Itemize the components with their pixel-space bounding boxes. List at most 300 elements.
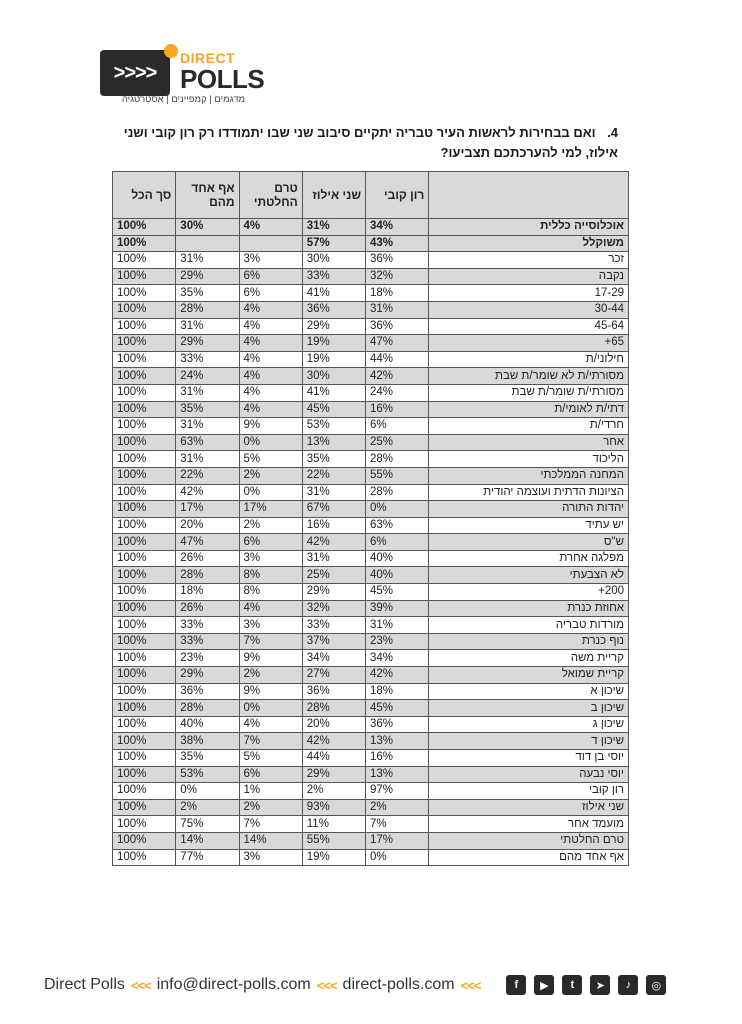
value-cell: 22%: [176, 467, 239, 484]
value-cell: 100%: [113, 633, 176, 650]
twitter-icon[interactable]: t: [562, 975, 582, 995]
row-label: אף אחד מהם: [429, 849, 629, 866]
value-cell: 32%: [366, 268, 429, 285]
value-cell: 100%: [113, 401, 176, 418]
table-row: [113, 451, 629, 468]
value-cell: 24%: [176, 368, 239, 385]
arrows-logo-mark: >>>>: [100, 50, 170, 96]
summary-row: [113, 219, 629, 236]
row-label: זכר: [429, 252, 629, 269]
header-label-cell: [429, 172, 629, 219]
value-cell: 41%: [302, 384, 365, 401]
value-cell: 100%: [113, 700, 176, 717]
value-cell: 38%: [176, 733, 239, 750]
value-cell: 3%: [239, 617, 302, 634]
value-cell: 31%: [176, 418, 239, 435]
table-row: [113, 534, 629, 551]
value-cell: 30%: [302, 252, 365, 269]
value-cell: 39%: [366, 600, 429, 617]
row-label: משוקלל: [429, 235, 629, 252]
row-label: שיכון ד: [429, 733, 629, 750]
telegram-icon[interactable]: ➤: [590, 975, 610, 995]
value-cell: 36%: [366, 716, 429, 733]
value-cell: 25%: [366, 434, 429, 451]
value-cell: 33%: [302, 268, 365, 285]
table-row: [113, 384, 629, 401]
value-cell: 7%: [239, 733, 302, 750]
value-cell: 29%: [176, 335, 239, 352]
row-label: מפלגה אחרת: [429, 550, 629, 567]
value-cell: 55%: [302, 832, 365, 849]
row-label: מועמד אחר: [429, 816, 629, 833]
value-cell: 2%: [239, 667, 302, 684]
value-cell: 14%: [239, 832, 302, 849]
table-row: [113, 335, 629, 352]
value-cell: 100%: [113, 484, 176, 501]
logo-tagline: מדגמים | קמפיינים | אסטרטגיה: [121, 94, 245, 105]
row-label: חילוני/ת: [429, 351, 629, 368]
value-cell: 35%: [302, 451, 365, 468]
value-cell: 45%: [302, 401, 365, 418]
value-cell: 35%: [176, 750, 239, 767]
value-cell: 28%: [302, 700, 365, 717]
value-cell: 3%: [239, 550, 302, 567]
value-cell: 4%: [239, 351, 302, 368]
value-cell: 97%: [366, 783, 429, 800]
value-cell: 2%: [239, 799, 302, 816]
row-label: שיכון א: [429, 683, 629, 700]
value-cell: 23%: [366, 633, 429, 650]
row-label: 30-44: [429, 301, 629, 318]
value-cell: 29%: [176, 268, 239, 285]
row-label: שיכון ב: [429, 700, 629, 717]
column-header: אף אחד מהם: [176, 172, 239, 219]
value-cell: 9%: [239, 418, 302, 435]
row-label: טרם החלטתי: [429, 832, 629, 849]
value-cell: 100%: [113, 716, 176, 733]
value-cell: 3%: [239, 849, 302, 866]
row-label: מסורתי/ת לא שומר/ת שבת: [429, 368, 629, 385]
value-cell: 34%: [302, 650, 365, 667]
row-label: 45-64: [429, 318, 629, 335]
value-cell: 31%: [176, 252, 239, 269]
table-header-row: [113, 172, 629, 219]
table-row: [113, 517, 629, 534]
value-cell: 31%: [176, 384, 239, 401]
value-cell: 17%: [176, 501, 239, 518]
value-cell: 100%: [113, 467, 176, 484]
row-label: מורדות טבריה: [429, 617, 629, 634]
value-cell: 33%: [176, 633, 239, 650]
table-row: [113, 501, 629, 518]
value-cell: 100%: [113, 750, 176, 767]
value-cell: 26%: [176, 550, 239, 567]
value-cell: 23%: [176, 650, 239, 667]
value-cell: 35%: [176, 285, 239, 302]
value-cell: 25%: [302, 567, 365, 584]
value-cell: 0%: [239, 434, 302, 451]
value-cell: [239, 235, 302, 252]
value-cell: 30%: [176, 219, 239, 236]
facebook-icon[interactable]: f: [506, 975, 526, 995]
question-heading: [110, 123, 618, 163]
value-cell: 3%: [239, 252, 302, 269]
value-cell: 9%: [239, 683, 302, 700]
value-cell: 5%: [239, 451, 302, 468]
value-cell: 13%: [302, 434, 365, 451]
value-cell: 18%: [176, 584, 239, 601]
value-cell: 100%: [113, 832, 176, 849]
summary-row: [113, 235, 629, 252]
row-label: מסורתי/ת שומר/ת שבת: [429, 384, 629, 401]
value-cell: 19%: [302, 849, 365, 866]
value-cell: 40%: [176, 716, 239, 733]
value-cell: 35%: [176, 401, 239, 418]
column-header: סך הכל: [113, 172, 176, 219]
value-cell: 100%: [113, 733, 176, 750]
value-cell: 33%: [302, 617, 365, 634]
value-cell: 75%: [176, 816, 239, 833]
footer-website-link[interactable]: direct-polls.com: [342, 976, 455, 993]
table-row: [113, 434, 629, 451]
value-cell: 7%: [239, 633, 302, 650]
value-cell: 37%: [302, 633, 365, 650]
value-cell: 32%: [302, 600, 365, 617]
table-row: [113, 550, 629, 567]
table-row: [113, 750, 629, 767]
value-cell: 100%: [113, 650, 176, 667]
table-row: [113, 600, 629, 617]
value-cell: 2%: [366, 799, 429, 816]
table-row: [113, 766, 629, 783]
instagram-icon[interactable]: ◎: [646, 975, 666, 995]
logo-dot-icon: [164, 44, 178, 58]
value-cell: 57%: [302, 235, 365, 252]
value-cell: 31%: [302, 550, 365, 567]
value-cell: 42%: [302, 733, 365, 750]
value-cell: 28%: [366, 451, 429, 468]
table-row: [113, 268, 629, 285]
table-row: [113, 252, 629, 269]
value-cell: 100%: [113, 219, 176, 236]
value-cell: 55%: [366, 467, 429, 484]
value-cell: 4%: [239, 716, 302, 733]
table-row: [113, 783, 629, 800]
value-cell: 100%: [113, 451, 176, 468]
table-row: [113, 683, 629, 700]
row-label: שיכון ג: [429, 716, 629, 733]
table-row: [113, 700, 629, 717]
value-cell: 34%: [366, 650, 429, 667]
value-cell: 31%: [176, 451, 239, 468]
value-cell: 42%: [176, 484, 239, 501]
value-cell: 29%: [302, 584, 365, 601]
footer-email-link[interactable]: info@direct-polls.com: [156, 976, 311, 993]
value-cell: 47%: [366, 335, 429, 352]
table-row: [113, 650, 629, 667]
table-row: [113, 633, 629, 650]
table-row: [113, 318, 629, 335]
row-label: קריית משה: [429, 650, 629, 667]
row-label: יהדות התורה: [429, 501, 629, 518]
value-cell: 45%: [366, 700, 429, 717]
value-cell: 0%: [366, 501, 429, 518]
value-cell: 31%: [302, 484, 365, 501]
value-cell: 100%: [113, 268, 176, 285]
table-row: [113, 617, 629, 634]
value-cell: 34%: [366, 219, 429, 236]
value-cell: 100%: [113, 766, 176, 783]
table-row: [113, 368, 629, 385]
value-cell: 13%: [366, 733, 429, 750]
value-cell: 2%: [302, 783, 365, 800]
value-cell: 31%: [366, 617, 429, 634]
value-cell: 42%: [302, 534, 365, 551]
logo-word-polls: POLLS: [180, 64, 265, 94]
value-cell: 17%: [366, 832, 429, 849]
value-cell: 18%: [366, 285, 429, 302]
value-cell: 67%: [302, 501, 365, 518]
value-cell: 6%: [366, 418, 429, 435]
value-cell: 100%: [113, 550, 176, 567]
row-label: קריית שמואל: [429, 667, 629, 684]
table-row: [113, 667, 629, 684]
row-label: 65+: [429, 335, 629, 352]
value-cell: 100%: [113, 799, 176, 816]
row-label: הליכוד: [429, 451, 629, 468]
table-row: [113, 418, 629, 435]
footer-separator: <<<: [460, 977, 481, 993]
value-cell: 28%: [176, 301, 239, 318]
value-cell: 36%: [176, 683, 239, 700]
row-label: יוסי נבעה: [429, 766, 629, 783]
row-label: אחר: [429, 434, 629, 451]
value-cell: 100%: [113, 567, 176, 584]
value-cell: 24%: [366, 384, 429, 401]
value-cell: 11%: [302, 816, 365, 833]
value-cell: 4%: [239, 335, 302, 352]
value-cell: 100%: [113, 384, 176, 401]
value-cell: 20%: [302, 716, 365, 733]
value-cell: 47%: [176, 534, 239, 551]
question-number: 4.: [607, 125, 618, 140]
value-cell: 36%: [302, 683, 365, 700]
value-cell: 29%: [302, 766, 365, 783]
logo-word-direct: DIRECT: [180, 50, 236, 66]
value-cell: 100%: [113, 517, 176, 534]
table-row: [113, 351, 629, 368]
table-row: [113, 816, 629, 833]
social-icons: [498, 975, 666, 995]
value-cell: 36%: [366, 318, 429, 335]
value-cell: 6%: [239, 766, 302, 783]
value-cell: 20%: [176, 517, 239, 534]
value-cell: 29%: [176, 667, 239, 684]
value-cell: 28%: [176, 567, 239, 584]
table-row: [113, 716, 629, 733]
value-cell: 30%: [302, 368, 365, 385]
direct-polls-logo: [100, 44, 265, 108]
row-label: אחוזת כנרת: [429, 600, 629, 617]
value-cell: 4%: [239, 401, 302, 418]
value-cell: 6%: [366, 534, 429, 551]
footer: [44, 975, 704, 995]
value-cell: 93%: [302, 799, 365, 816]
value-cell: 5%: [239, 750, 302, 767]
row-label: דתי/ת לאומי/ת: [429, 401, 629, 418]
value-cell: 100%: [113, 335, 176, 352]
table-row: [113, 401, 629, 418]
table-row: [113, 301, 629, 318]
footer-brand: Direct Polls: [44, 976, 125, 993]
row-label: נקבה: [429, 268, 629, 285]
value-cell: 6%: [239, 285, 302, 302]
table-row: [113, 733, 629, 750]
value-cell: 1%: [239, 783, 302, 800]
value-cell: 2%: [239, 517, 302, 534]
value-cell: 8%: [239, 567, 302, 584]
value-cell: 36%: [302, 301, 365, 318]
value-cell: 53%: [176, 766, 239, 783]
value-cell: 100%: [113, 683, 176, 700]
value-cell: 100%: [113, 252, 176, 269]
value-cell: 77%: [176, 849, 239, 866]
value-cell: 4%: [239, 368, 302, 385]
value-cell: 63%: [176, 434, 239, 451]
value-cell: 100%: [113, 600, 176, 617]
column-header: טרם החלטתי: [239, 172, 302, 219]
value-cell: 100%: [113, 301, 176, 318]
value-cell: 4%: [239, 318, 302, 335]
value-cell: 19%: [302, 335, 365, 352]
value-cell: 28%: [366, 484, 429, 501]
value-cell: 100%: [113, 584, 176, 601]
value-cell: 42%: [366, 667, 429, 684]
question-text: ואם בבחירות לראשות העיר טבריה יתקיים סיבוב שני שבו יתמודדו רק רון קובי ושני אילוז, למי להערכתכם תצביעו?: [123, 125, 618, 160]
row-label: חרדי/ת: [429, 418, 629, 435]
value-cell: 36%: [366, 252, 429, 269]
value-cell: 31%: [176, 318, 239, 335]
row-label: יוסי בן דוד: [429, 750, 629, 767]
table-row: [113, 285, 629, 302]
value-cell: 31%: [366, 301, 429, 318]
table-row: [113, 467, 629, 484]
value-cell: 100%: [113, 434, 176, 451]
row-label: שני אילוז: [429, 799, 629, 816]
row-label: יש עתיד: [429, 517, 629, 534]
row-label: נוף כנרת: [429, 633, 629, 650]
value-cell: 6%: [239, 534, 302, 551]
table-row: [113, 567, 629, 584]
results-table: [112, 171, 629, 866]
value-cell: 40%: [366, 567, 429, 584]
value-cell: 8%: [239, 584, 302, 601]
value-cell: 100%: [113, 816, 176, 833]
value-cell: 4%: [239, 600, 302, 617]
value-cell: 100%: [113, 534, 176, 551]
value-cell: 2%: [239, 467, 302, 484]
value-cell: 31%: [302, 219, 365, 236]
value-cell: 28%: [176, 700, 239, 717]
value-cell: 18%: [366, 683, 429, 700]
value-cell: 100%: [113, 318, 176, 335]
value-cell: 29%: [302, 318, 365, 335]
value-cell: 63%: [366, 517, 429, 534]
value-cell: 100%: [113, 849, 176, 866]
value-cell: 43%: [366, 235, 429, 252]
value-cell: 100%: [113, 235, 176, 252]
value-cell: 53%: [302, 418, 365, 435]
value-cell: 100%: [113, 368, 176, 385]
row-label: לא הצבעתי: [429, 567, 629, 584]
row-label: המחנה הממלכתי: [429, 467, 629, 484]
table-row: [113, 849, 629, 866]
row-label: 17-29: [429, 285, 629, 302]
value-cell: 41%: [302, 285, 365, 302]
column-header: שני אילוז: [302, 172, 365, 219]
column-header: רון קובי: [366, 172, 429, 219]
row-label: ש"ס: [429, 534, 629, 551]
value-cell: 45%: [366, 584, 429, 601]
table-body: [113, 219, 629, 866]
value-cell: 4%: [239, 384, 302, 401]
value-cell: 100%: [113, 501, 176, 518]
value-cell: 14%: [176, 832, 239, 849]
value-cell: 6%: [239, 268, 302, 285]
value-cell: 7%: [239, 816, 302, 833]
value-cell: 100%: [113, 418, 176, 435]
value-cell: 9%: [239, 650, 302, 667]
value-cell: 100%: [113, 783, 176, 800]
value-cell: 33%: [176, 351, 239, 368]
value-cell: 7%: [366, 816, 429, 833]
value-cell: 42%: [366, 368, 429, 385]
value-cell: 16%: [366, 401, 429, 418]
youtube-icon[interactable]: ▶: [534, 975, 554, 995]
value-cell: 26%: [176, 600, 239, 617]
row-label: רון קובי: [429, 783, 629, 800]
value-cell: 40%: [366, 550, 429, 567]
value-cell: [176, 235, 239, 252]
row-label: הציונות הדתית ועוצמה יהודית: [429, 484, 629, 501]
value-cell: 0%: [239, 484, 302, 501]
value-cell: 44%: [366, 351, 429, 368]
value-cell: 100%: [113, 351, 176, 368]
value-cell: 2%: [176, 799, 239, 816]
value-cell: 4%: [239, 301, 302, 318]
value-cell: 17%: [239, 501, 302, 518]
row-label: אוכלוסייה כללית: [429, 219, 629, 236]
table-row: [113, 832, 629, 849]
table-row: [113, 484, 629, 501]
value-cell: 19%: [302, 351, 365, 368]
value-cell: 16%: [366, 750, 429, 767]
value-cell: 4%: [239, 219, 302, 236]
value-cell: 27%: [302, 667, 365, 684]
tiktok-icon[interactable]: ♪: [618, 975, 638, 995]
table-row: [113, 584, 629, 601]
value-cell: 33%: [176, 617, 239, 634]
value-cell: 22%: [302, 467, 365, 484]
value-cell: 44%: [302, 750, 365, 767]
value-cell: 100%: [113, 285, 176, 302]
value-cell: 16%: [302, 517, 365, 534]
footer-separator: <<<: [130, 977, 151, 993]
table-row: [113, 799, 629, 816]
value-cell: 100%: [113, 667, 176, 684]
value-cell: 0%: [239, 700, 302, 717]
value-cell: 0%: [176, 783, 239, 800]
